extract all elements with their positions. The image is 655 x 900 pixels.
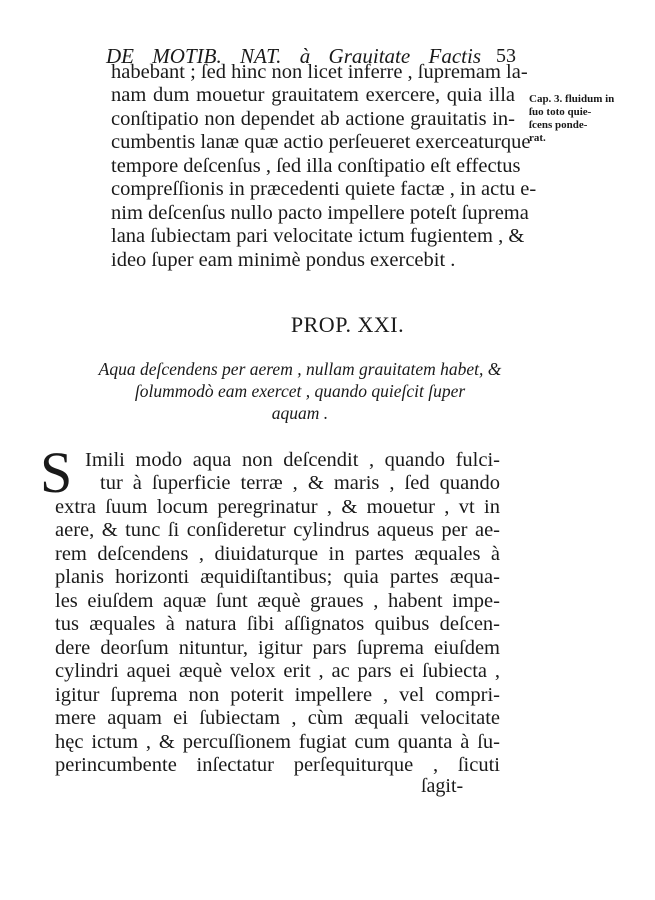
- marginal-note: [529, 93, 624, 145]
- enunciation-line: aquam .: [271, 403, 329, 423]
- text-line: planis horizonti æquidiſtantibus; quia partes æqua-: [55, 566, 500, 588]
- text-line: habebant ; ſed hinc non licet inferre , ſupremam la-: [111, 61, 528, 83]
- text-line: ideo ſuper eam minimè pondus exercebit .: [111, 249, 456, 271]
- text-line: nam dum mouetur grauitatem exercere, quia illa: [111, 84, 515, 106]
- text-line: tempore deſcenſus , ſed illa conſtipatio eſt effectus: [111, 155, 521, 177]
- text-line: igitur ſuprema non poterit impellere , vel compri-: [55, 684, 500, 706]
- text-line: dere deorſum nituntur, igitur pars ſuprema eiuſdem: [55, 637, 500, 659]
- text-line: extra ſuum locum peregrinatur , & mouetur , vt in: [55, 496, 500, 518]
- marginal-note-line: rat.: [529, 132, 546, 144]
- text-line: cylindri aquei æquè velox erit , ac pars ei ſubiecta ,: [55, 660, 500, 682]
- text-line: nim deſcenſus nullo pacto impellere poteſt ſuprema: [111, 202, 529, 224]
- running-head: DE MOTIB. NAT. à Grauitate Factis: [106, 44, 481, 68]
- text-line: hęc ictum , & percuſſionem fugiat cum quanta à ſu-: [55, 731, 500, 753]
- text-line: perincumbente inſectatur perſequiturque , ſicuti: [55, 754, 500, 776]
- text-line: lana ſubiectam pari velocitate ictum fugientem , &: [111, 225, 525, 247]
- text-line: aere, & tunc ſi conſideretur cylindrus aqueus per ae-: [55, 519, 500, 541]
- page-number: 53: [496, 45, 516, 67]
- text-line: conſtipatio non dependet ab actione grauitatis in-: [111, 108, 515, 130]
- catchword: ſagit-: [421, 775, 464, 797]
- enunciation-line: ſolummodò eam exercet , quando quieſcit ſuper: [134, 381, 466, 401]
- text-line: tur à ſuperficie terræ , & maris , ſed quando: [100, 472, 500, 494]
- text-line: Imili modo aqua non deſcendit , quando fulci-: [85, 449, 500, 471]
- text-line: cumbentis lanæ quæ actio perſeueret exerceaturque: [111, 131, 531, 153]
- proposition-title: PROP. XXI.: [290, 312, 405, 337]
- text-line: compreſſionis in præcedenti quiete factæ , in actu e-: [111, 178, 537, 200]
- marginal-note-line: ſcens ponde-: [529, 119, 588, 131]
- text-line: les eiuſdem aquæ ſunt æquè graues , habent impe-: [55, 590, 500, 612]
- drop-cap: S: [40, 440, 73, 505]
- text-line: tus æquales à natura ſibi aſſignatos quibus deſcen-: [55, 613, 500, 635]
- text-line: rem deſcendens , diuidaturque in partes æquales à: [55, 543, 500, 565]
- marginal-note-line: Cap. 3. fluidum in ſuo toto quie-: [529, 93, 615, 118]
- text-line: mere aquam ei ſubiectam , cùm æquali velocitate: [55, 707, 500, 729]
- enunciation-line: Aqua deſcendens per aerem , nullam grauitatem habet, &: [98, 359, 502, 379]
